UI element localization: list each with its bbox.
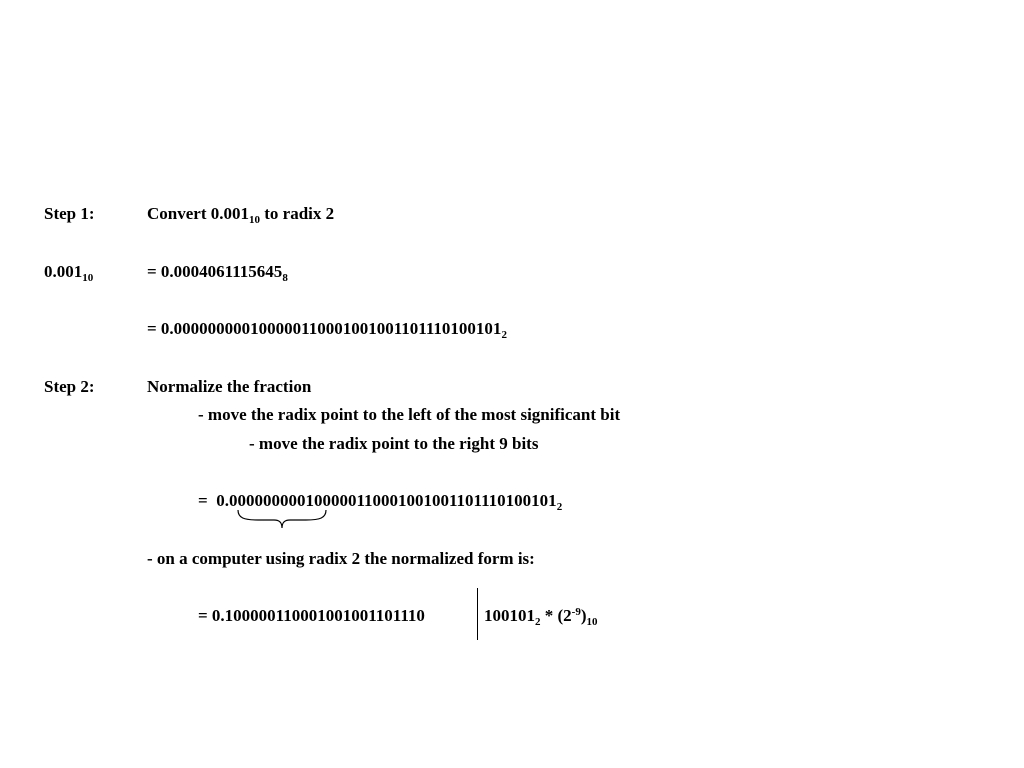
step1-label: Step 1: xyxy=(44,204,95,223)
octal-rhs-value: = 0.0004061115645 xyxy=(147,262,283,281)
octal-rhs-subscript: 8 xyxy=(282,272,288,284)
octal-lhs xyxy=(44,262,93,282)
normalized-tail-subscript: 2 xyxy=(535,616,541,628)
truncation-divider xyxy=(477,588,478,640)
step1-text-subscript: 10 xyxy=(248,214,260,226)
step2-title: Normalize the fraction xyxy=(147,377,312,396)
braced-binary-subscript: 2 xyxy=(556,501,563,513)
step2-bullet1: - move the radix point to the left of the most significant bit xyxy=(198,405,621,424)
normalized-tail-value: 100101 xyxy=(484,606,535,625)
braced-binary-value: 0.000000000100000110001001001101110100101 xyxy=(216,491,557,510)
underbrace-icon xyxy=(236,508,328,530)
binary-rhs-value: = 0.000000000100000110001001001101110100101 xyxy=(147,319,502,338)
normalized-exponent: -9 xyxy=(571,606,581,618)
octal-lhs-value: 0.001 xyxy=(44,262,83,281)
normalized-close: ) xyxy=(580,606,587,625)
normalized-times: * (2 xyxy=(540,606,572,625)
step1-text xyxy=(147,204,334,224)
octal-lhs-subscript: 10 xyxy=(82,272,94,284)
step2-bullet2: - move the radix point to the right 9 bits xyxy=(249,434,539,453)
step1-text-suffix: to radix 2 xyxy=(259,204,335,223)
step2-label: Step 2: xyxy=(44,377,95,396)
computer-note: - on a computer using radix 2 the normalized form is: xyxy=(147,549,535,568)
binary-rhs xyxy=(147,319,507,339)
step1-text-prefix: Convert 0.001 xyxy=(147,204,249,223)
normalized-mantissa: = 0.100000110001001001101110 xyxy=(198,606,425,625)
normalized-tail xyxy=(484,606,598,626)
octal-rhs xyxy=(147,262,288,282)
normalized-close-subscript: 10 xyxy=(586,616,598,628)
braced-binary-prefix: = xyxy=(198,491,217,510)
binary-rhs-subscript: 2 xyxy=(501,329,507,341)
